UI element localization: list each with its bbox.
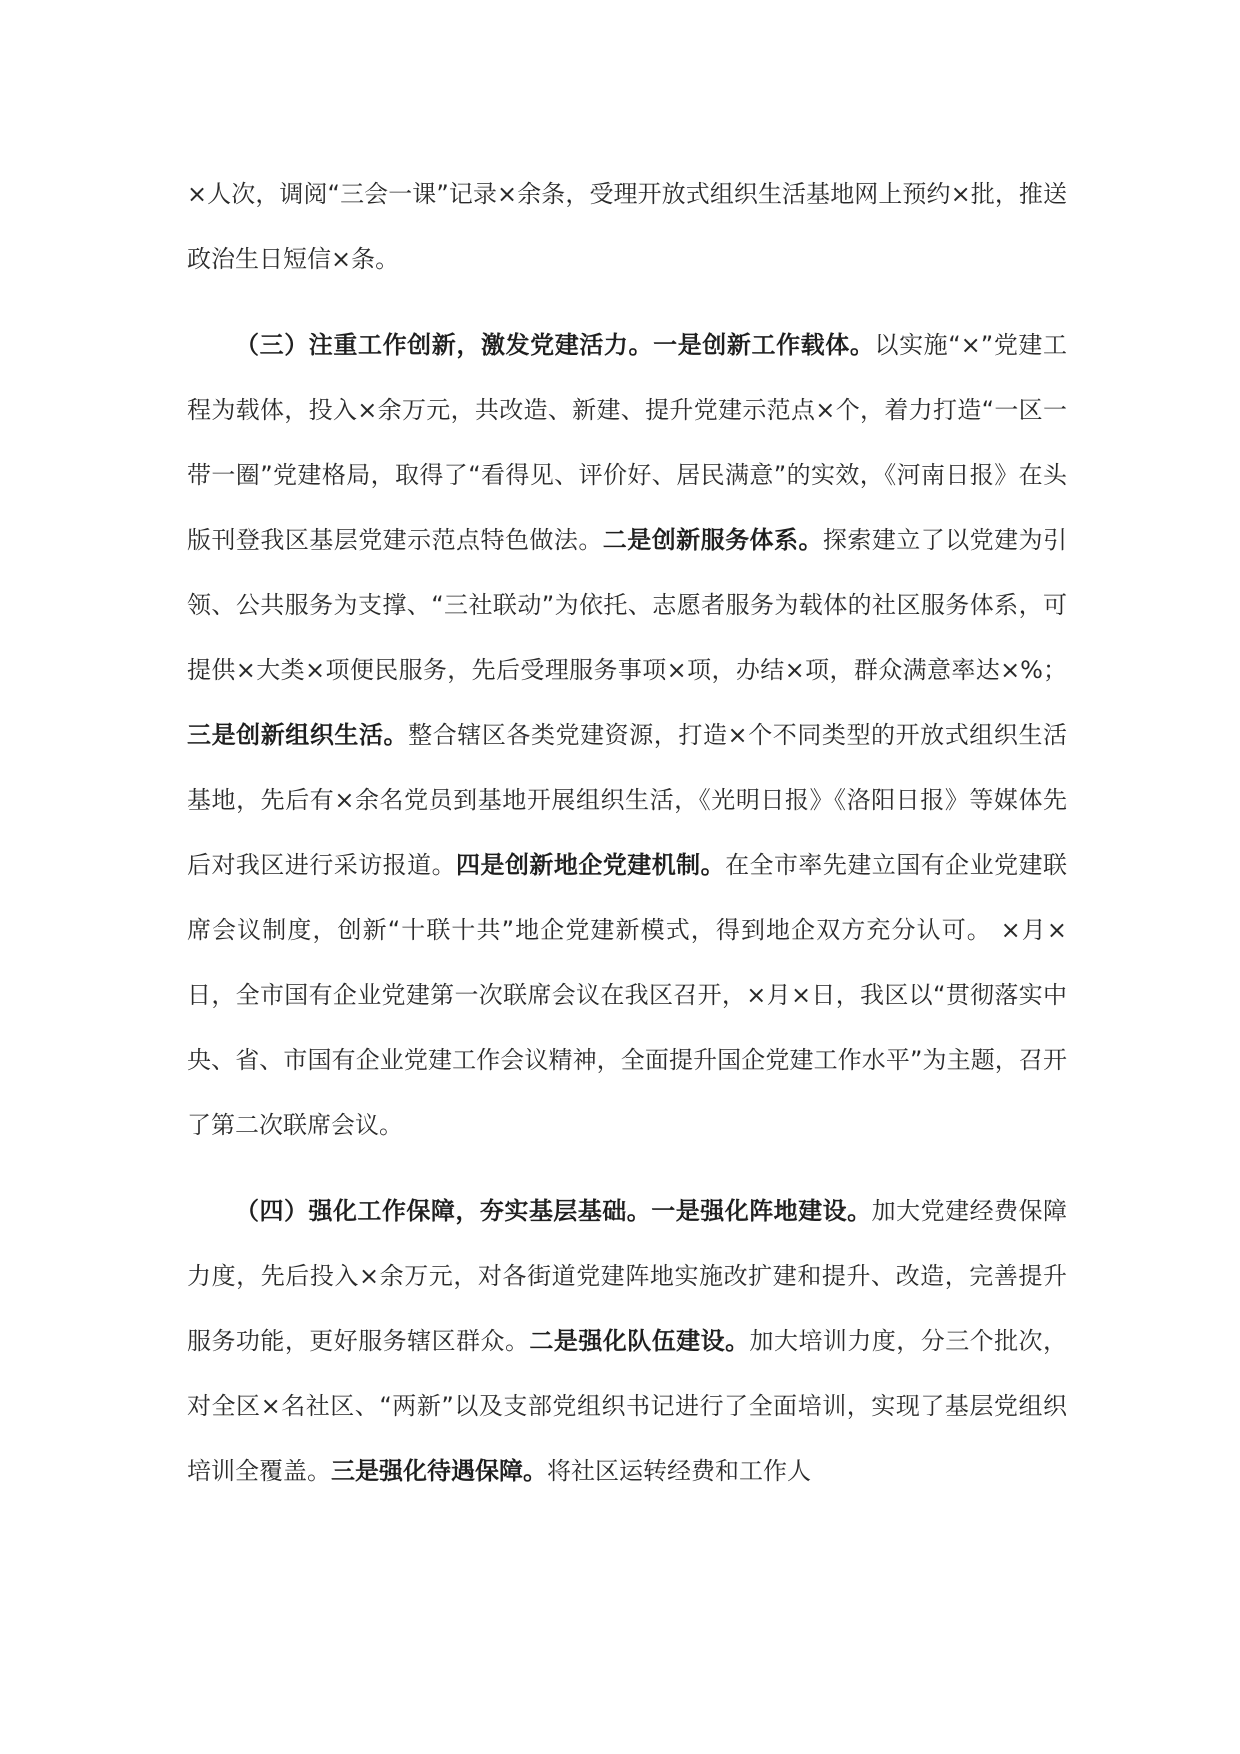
paragraph-section-three	[187, 313, 1067, 1158]
document-body	[187, 162, 1067, 1504]
section-heading: （三）注重工作创新，激发党建活力。	[235, 331, 654, 359]
text-run: 以实施“×”党建工程为载体，投入×余万元，共改造、新建、提升党建示范点×个，着力打造“一区一带一圈”党建格局，取得了“看得见、评价好、居民满意”的实效，《河南日报》在头版刊登我区基层党建示范点特色做法。	[187, 331, 1068, 554]
text-run: 探索建立了以党建为引领、公共服务为支撑、“三社联动”为依托、志愿者服务为载体的社区服务体系，可提供×大类×项便民服务，先后受理服务事项×项，办结×项，群众满意率达×%；	[187, 526, 1068, 684]
bold-lead: 一是创新工作载体。	[653, 331, 875, 359]
text-run: 整合辖区各类党建资源，打造×个不同类型的开放式组织生活基地，先后有×余名党员到基地开展组织生活，《光明日报》《洛阳日报》等媒体先后对我区进行采访报道。	[187, 721, 1068, 879]
bold-lead: 四是创新地企党建机制。	[456, 851, 726, 879]
section-heading: （四）强化工作保障，夯实基层基础。	[235, 1197, 652, 1225]
text-run: 将社区运转经费和工作人	[547, 1457, 811, 1485]
bold-lead: 三是强化待遇保障。	[331, 1457, 547, 1485]
bold-lead: 二是创新服务体系。	[602, 526, 823, 554]
paragraph-section-four	[187, 1179, 1067, 1504]
bold-lead: 三是创新组织生活。	[187, 721, 409, 749]
text-run: 加大党建经费保障力度，先后投入×余万元，对各街道党建阵地实施改扩建和提升、改造，完善提升服务功能，更好服务辖区群众。	[187, 1197, 1068, 1355]
bold-lead: 一是强化阵地建设。	[651, 1197, 872, 1225]
text-run: 加大培训力度，分三个批次，对全区×名社区、“两新”以及支部党组织书记进行了全面培训，实现了基层党组织培训全覆盖。	[187, 1327, 1068, 1485]
text-run: 在全市率先建立国有企业党建联席会议制度，创新“十联十共”地企党建新模式，得到地企双方充分认可。 ×月×日，全市国有企业党建第一次联席会议在我区召开，×月×日，我区以“贯彻落实中央、省、市国有企业党建工作会议精神，全面提升国企党建工作水平”为主题，召开了第二次联席会议。	[187, 851, 1068, 1139]
bold-lead: 二是强化队伍建设。	[529, 1327, 750, 1355]
text-run: ×人次，调阅“三会一课”记录×余条，受理开放式组织生活基地网上预约×批，推送政治生日短信×条。	[187, 180, 1067, 273]
paragraph-continuation	[187, 162, 1067, 292]
